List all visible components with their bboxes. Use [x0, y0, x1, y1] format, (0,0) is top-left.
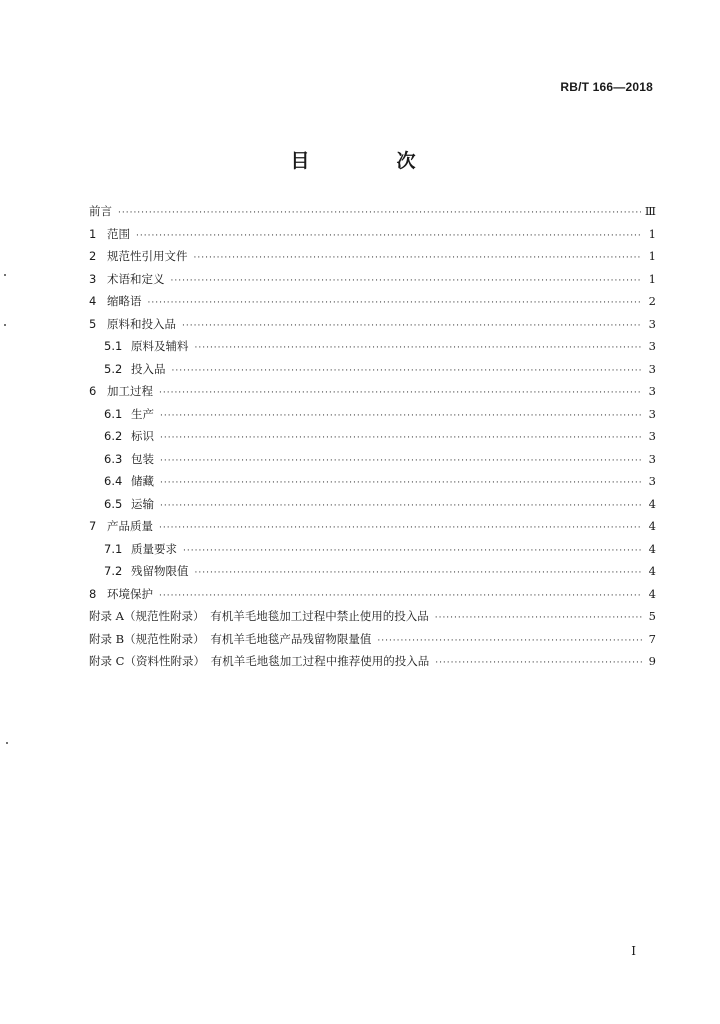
toc-entry-page: 4 [648, 496, 656, 511]
toc-dot-leader [159, 591, 642, 601]
toc-dot-leader [160, 501, 642, 511]
toc-dot-leader [171, 276, 643, 286]
toc-dot-leader [194, 253, 643, 263]
toc-entry[interactable] [89, 338, 656, 361]
toc-entry-label: 原料及辅料 [131, 339, 189, 353]
toc-dot-leader [160, 478, 642, 488]
toc-dot-leader [160, 456, 642, 466]
toc-entry-label: 原料和投入品 [107, 316, 176, 331]
toc-entry-label: 规范性引用文件 [107, 249, 188, 263]
toc-entry[interactable] [89, 293, 656, 316]
scan-speck [4, 324, 6, 326]
toc-entry-label: 质量要求 [131, 541, 177, 556]
toc-entry[interactable] [89, 428, 656, 451]
toc-entry[interactable] [89, 473, 656, 496]
toc-entry-page: 5 [648, 609, 656, 623]
toc-entry-page: Ⅲ [644, 204, 656, 218]
toc-entry-label: 储藏 [131, 474, 154, 488]
toc-entry-label: 投入品 [131, 361, 166, 376]
toc-entry[interactable] [89, 316, 656, 339]
toc-entry-label: 环境保护 [107, 586, 153, 601]
toc-entry[interactable] [89, 563, 656, 586]
toc-entry[interactable] [89, 653, 656, 676]
toc-entry-label: 附录 C（资料性附录） 有机羊毛地毯加工过程中推荐使用的投入品 [89, 654, 430, 668]
toc-entry-page: 3 [648, 384, 656, 398]
toc-entry[interactable] [89, 451, 656, 474]
toc-entry-number: 8 [89, 586, 97, 601]
toc-entry-page: 3 [648, 361, 656, 376]
toc-dot-leader [148, 298, 643, 308]
toc-dot-leader [435, 658, 642, 668]
toc-entry-number: 6.5 [104, 496, 123, 511]
toc-entry[interactable] [89, 608, 656, 631]
toc-entry[interactable] [89, 496, 656, 519]
toc-entry-number: 6 [89, 384, 97, 398]
toc-entry-number: 6.1 [104, 406, 123, 421]
toc-entry[interactable] [89, 226, 656, 249]
toc-entry-label: 附录 B（规范性附录） 有机羊毛地毯产品残留物限量值 [89, 631, 372, 646]
toc-entry-number: 1 [89, 226, 97, 241]
toc-entry-number: 3 [89, 271, 97, 286]
toc-entry-label: 标识 [131, 429, 154, 443]
scan-speck [6, 742, 8, 744]
toc-entry[interactable] [89, 541, 656, 564]
toc-entry-page: 4 [648, 541, 656, 556]
toc-dot-leader [195, 568, 643, 578]
toc-entry-page: 3 [648, 406, 656, 421]
toc-entry[interactable] [89, 518, 656, 541]
toc-entry-label: 术语和定义 [107, 271, 165, 286]
toc-entry-label: 运输 [131, 496, 154, 511]
toc-entry-page: 9 [648, 654, 656, 668]
toc-entry-label: 缩略语 [107, 294, 142, 308]
page-title: 目 次 [290, 150, 450, 172]
toc-entry-number: 4 [89, 294, 97, 308]
toc-entry-page: 4 [648, 519, 656, 533]
toc-entry[interactable] [89, 586, 656, 609]
table-of-contents [89, 203, 656, 676]
toc-dot-leader [377, 636, 642, 646]
toc-dot-leader [172, 366, 643, 376]
toc-dot-leader [159, 523, 642, 533]
toc-entry-page: 3 [648, 451, 656, 466]
toc-entry[interactable] [89, 406, 656, 429]
toc-entry-label: 加工过程 [107, 384, 153, 398]
toc-entry-page: 3 [648, 316, 656, 331]
toc-entry-number: 5 [89, 316, 97, 331]
toc-entry[interactable] [89, 248, 656, 271]
scan-speck [4, 274, 6, 276]
toc-dot-leader [160, 411, 642, 421]
toc-entry-label: 前言 [89, 204, 112, 218]
toc-entry-page: 3 [648, 474, 656, 488]
toc-entry-page: 1 [648, 249, 656, 263]
toc-dot-leader [435, 613, 642, 623]
toc-entry[interactable] [89, 383, 656, 406]
toc-entry-page: 3 [648, 339, 656, 353]
toc-entry[interactable] [89, 361, 656, 384]
standard-code: RB/T 166—2018 [560, 80, 653, 94]
toc-entry-label: 生产 [131, 406, 154, 421]
toc-entry-number: 7 [89, 519, 97, 533]
toc-entry-label: 残留物限值 [131, 564, 189, 578]
toc-entry-number: 5.2 [104, 361, 123, 376]
toc-entry[interactable] [89, 203, 656, 226]
toc-entry-label: 范围 [107, 226, 130, 241]
toc-entry-page: 1 [648, 271, 656, 286]
toc-entry-number: 6.2 [104, 429, 123, 443]
toc-entry-label: 包装 [131, 451, 154, 466]
toc-dot-leader [160, 433, 642, 443]
toc-entry-page: 1 [648, 226, 656, 241]
toc-entry[interactable] [89, 271, 656, 294]
toc-entry-number: 7.2 [104, 564, 123, 578]
toc-dot-leader [159, 388, 642, 398]
toc-dot-leader [182, 321, 642, 331]
toc-dot-leader [183, 546, 642, 556]
toc-entry-page: 7 [648, 631, 656, 646]
toc-entry-label: 产品质量 [107, 519, 153, 533]
toc-entry-number: 7.1 [104, 541, 123, 556]
toc-entry-number: 5.1 [104, 339, 123, 353]
toc-entry-page: 4 [648, 586, 656, 601]
toc-entry-label: 附录 A（规范性附录） 有机羊毛地毯加工过程中禁止使用的投入品 [89, 609, 429, 623]
toc-entry-number: 6.4 [104, 474, 123, 488]
toc-entry-page: 3 [648, 429, 656, 443]
toc-entry-number: 2 [89, 249, 97, 263]
toc-entry-page: 2 [648, 294, 656, 308]
toc-entry-page: 4 [648, 564, 656, 578]
toc-dot-leader [195, 343, 643, 353]
toc-dot-leader [118, 208, 641, 218]
page-number: Ⅰ [631, 944, 636, 958]
toc-entry[interactable] [89, 631, 656, 654]
toc-entry-number: 6.3 [104, 451, 123, 466]
toc-dot-leader [136, 231, 642, 241]
